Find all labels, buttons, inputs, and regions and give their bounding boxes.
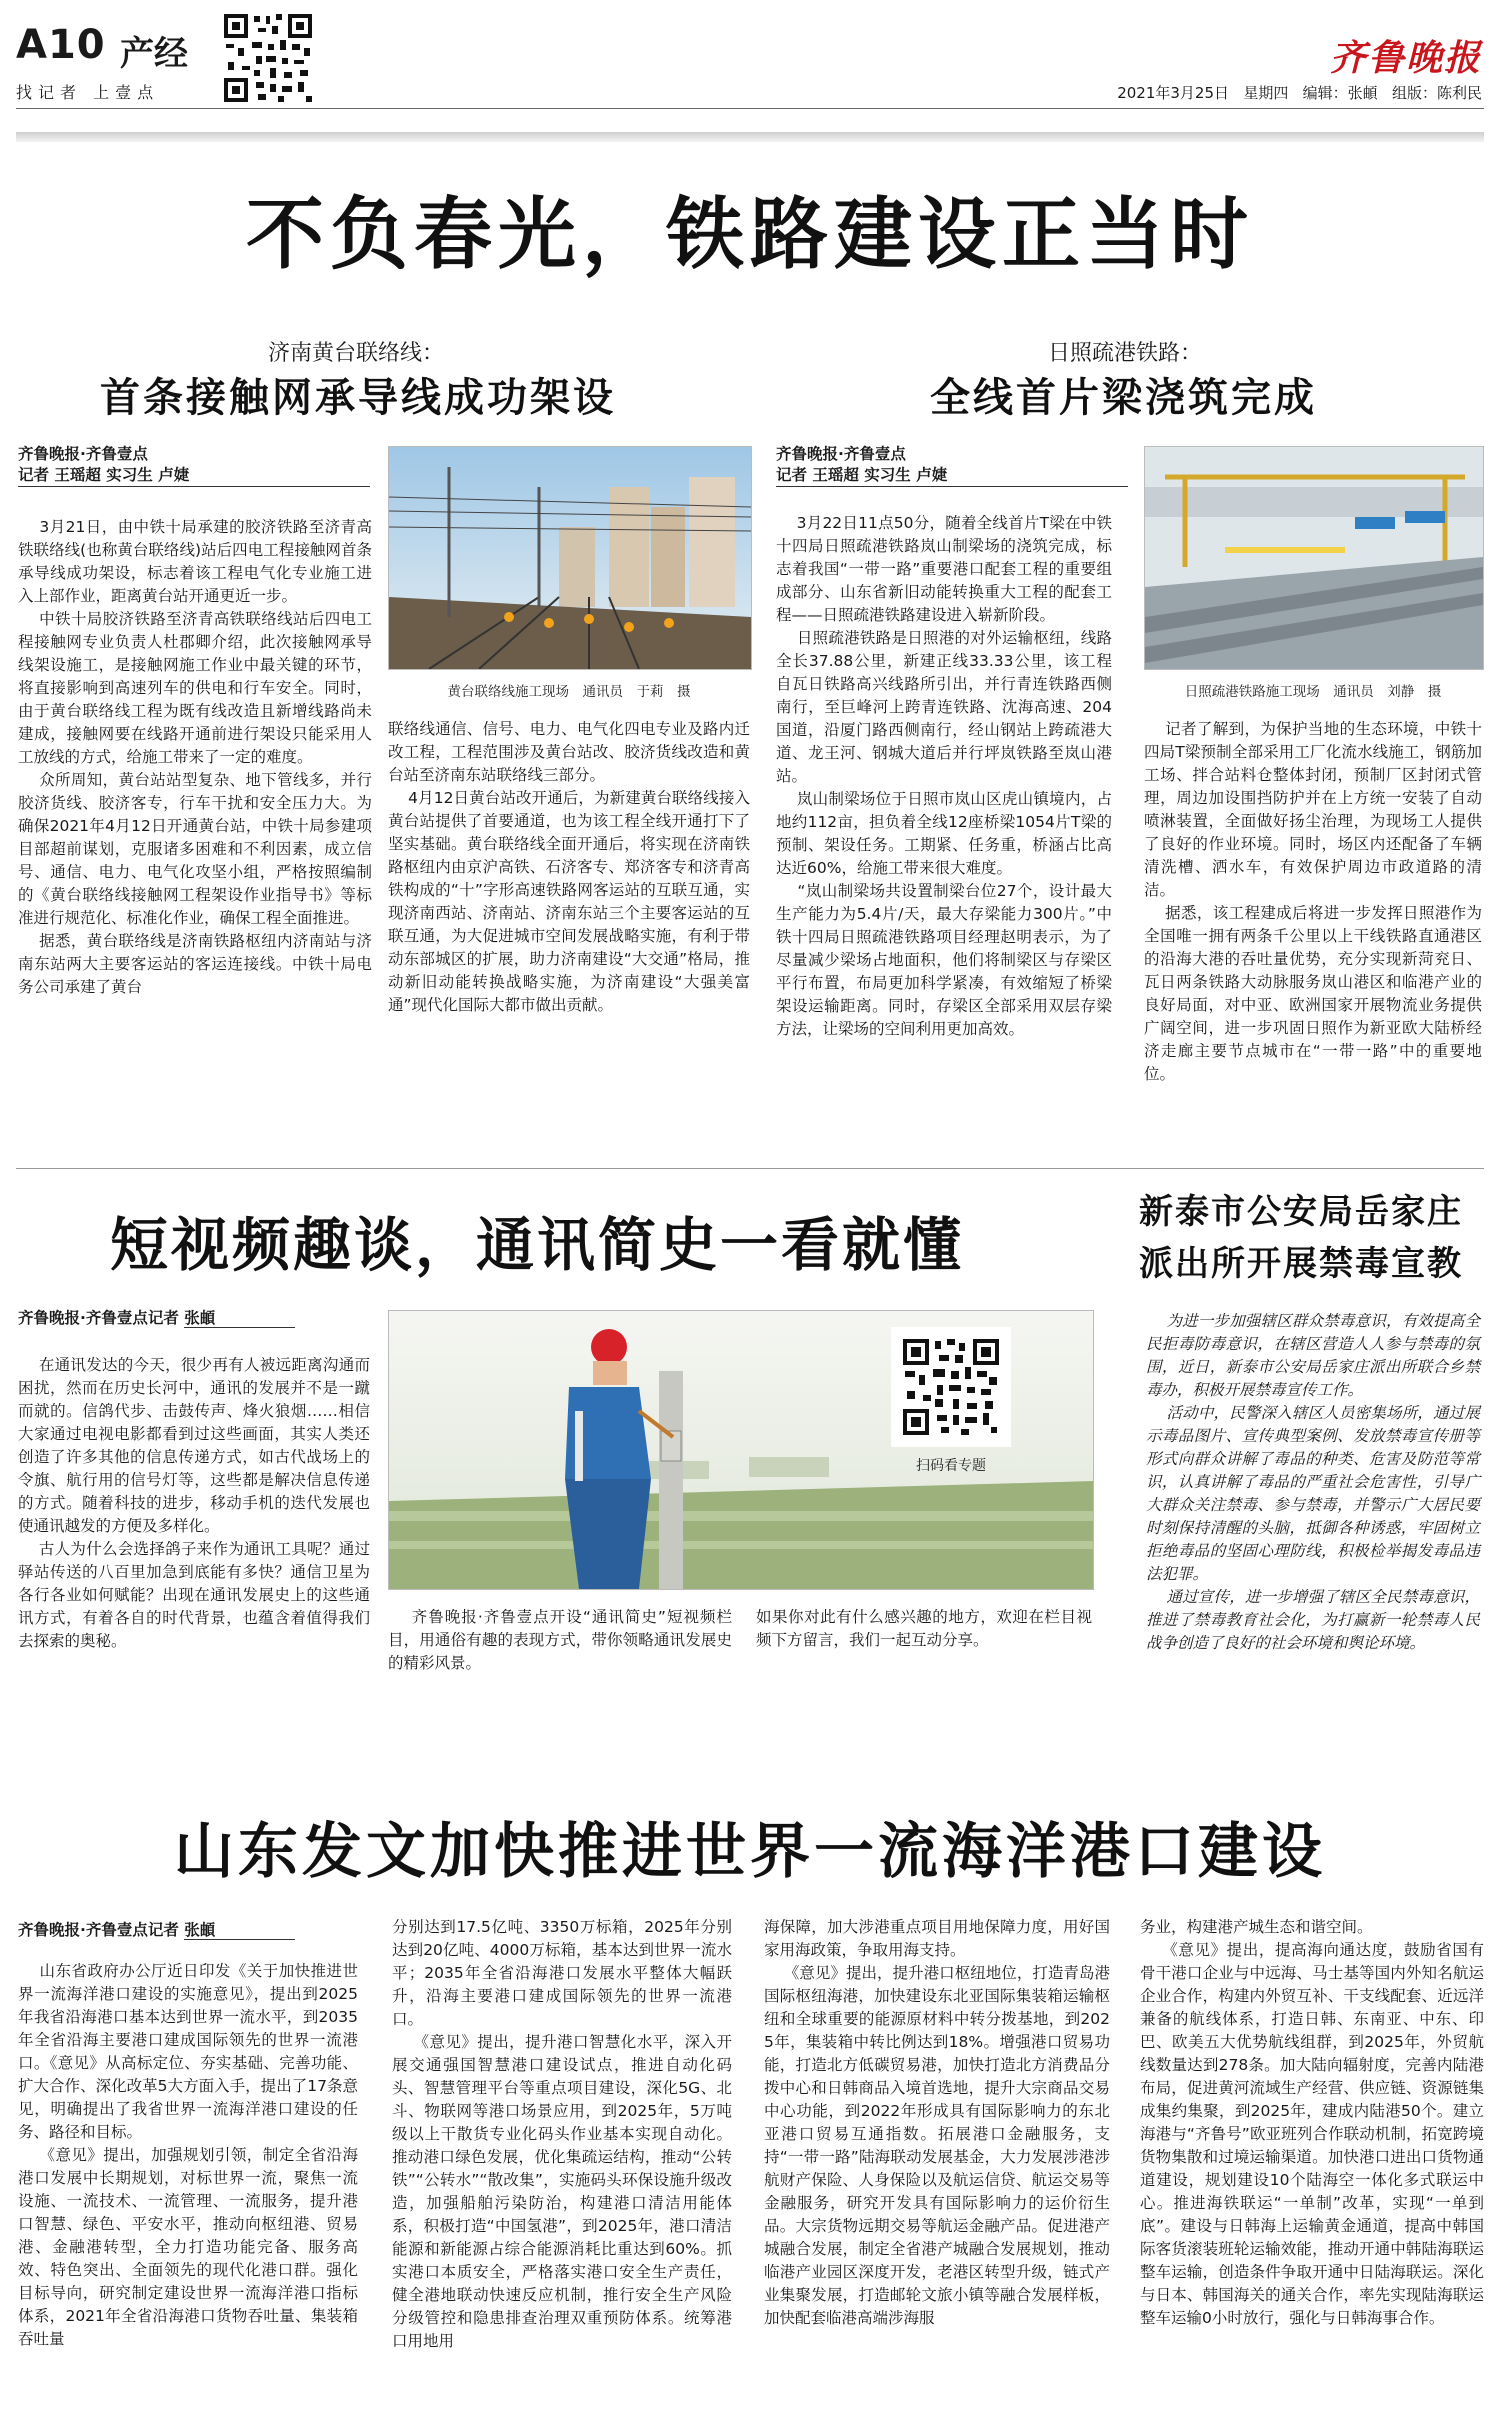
article5-body-col4: 务业，构建港产城生态和谐空间。 《意见》提出，提高海向通达度，鼓励省国有骨干港口企业与中远海、马士基等国内外知名航运企业合作，构建内外贸互补、干支线配套、近远洋兼备的航线体系，打造日韩、东南亚、中东、印巴、欧美五大优势航线组群，到2025年，外贸航线数量达到278条。加大陆向辐射度，完善内陆港布局，促进黄河流域生产经营、供应链、资源链集成集约集聚，到2025年，建成内陆港50个。建立海港与“齐鲁号”欧亚班列合作联动机制，拓宽跨境货物集散和过境运输渠道。加快港口进出口货物通道建设，规划建设10个陆海空一体化多式联运中心。推进海铁联运“一单制”改革，实现“一单到底”。建设与日韩海上运输黄金通道，提高中韩国际客货滚装班轮运输效能，推动开通中韩陆海联运整车运输，创造条件争取开通中日陆海联运。深化与日本、韩国海关的通关合作，率先实现陆海联运整车运输0小时放行，强化与日韩海事合作。: [1140, 1918, 1484, 2327]
issue-info: [1117, 82, 1482, 103]
masthead-rule: [16, 108, 1484, 109]
page-number: A10: [16, 22, 106, 68]
issue-date: 2021年3月25日: [1117, 84, 1230, 102]
byline-reporters: 记者 王瑶超 实习生 卢婕: [18, 465, 370, 487]
article2-photo: [1144, 446, 1484, 670]
section-name: 产经: [120, 34, 188, 74]
article1-kicker: 济南黄台联络线：: [268, 341, 445, 366]
paper-logo: 齐鲁晚报: [1329, 37, 1482, 79]
article1-photo: [388, 446, 752, 670]
article3-photo: [388, 1310, 1094, 1590]
editor-credit: 编辑：张頔: [1302, 84, 1378, 102]
byline-reporter: 张頔: [184, 1921, 295, 1940]
article5-body-col1: 山东省政府办公厅近日印发《关于加快推进世界一流海洋港口建设的实施意见》，提出到2025年我省沿海港口基本达到世界一流水平，到2035年全省沿海主要港口建成国际领先的世界一流港口。《意见》从高标定位、夯实基础、完善功能、扩大合作、深化改革5大方面入手，提出了17条意见，明确提出了我省世界一流海洋港口建设的任务、路径和目标。 《意见》提出，加强规划引领，制定全省沿海港口发展中长期规划，对标世界一流，聚焦一流设施、一流技术、一流管理、一流服务，提升港口智慧、绿色、平安水平，推动向枢纽港、贸易港、金融港转型，全力打造功能完备、服务高效、特色突出、全面领先的现代化港口群。强化目标导向，研究制定建设世界一流海洋港口指标体系，2021年全省沿海港口货物吞吐量、集装箱吞吐量: [18, 1962, 358, 2348]
article1-body-col1: 3月21日，由中铁十局承建的胶济铁路至济青高铁联络线(也称黄台联络线)站后四电工程接触网首条承导线成功架设，标志着该工程电气化专业施工进入上部作业，距离黄台站开通更近一步。 中铁十局胶济铁路至济青高铁联络线站后四电工程接触网专业负责人杜郡卿介绍，此次接触网承导线架设施工，是接触网施工作业中最关键的环节，将直接影响到高速列车的供电和行车安全。同时，由于黄台联络线工程为既有线改造且新增线路尚未建成，接触网要在线路开通前进行架设只能采用人工放线的方式，给施工带来了一定的难度。 众所周知，黄台站站型复杂、地下管线多，并行胶济货线、胶济客专，行车干扰和安全压力大。为确保2021年4月12日开通黄台站，中铁十局参建项目部超前谋划，克服诸多困难和不利因素，成立信号、通信、电力、电气化攻坚小组，严格按照编制的《黄台联络线接触网工程架设作业指导书》等标准进行规范化、标准化作业，确保工程全面推进。 据悉，黄台联络线是济南铁路枢纽内济南站与济南东站两大主要客运站的客运连接线。中铁十局电务公司承建了黄台: [18, 518, 372, 996]
qr-code-icon[interactable]: [222, 12, 314, 104]
article2-title: 全线首片梁浇筑完成: [930, 375, 1317, 421]
article1-byline: [18, 444, 370, 487]
slogan: 找记者 上壹点: [16, 83, 160, 102]
shadow-band: [16, 132, 1484, 142]
section-divider: [16, 1168, 1484, 1169]
article2-body-col1: 3月22日11点50分，随着全线首片T梁在中铁十四局日照疏港铁路岚山制梁场的浇筑完成，标志着我国“一带一路”重要港口配套工程的重要组成部分、山东省新旧动能转换重大工程的配套工程——日照疏港铁路建设进入崭新阶段。 日照疏港铁路是日照港的对外运输枢纽，线路全长37.88公里，新建正线33.33公里，该工程自瓦日铁路高兴线路所引出，并行青连铁路西侧南行，至巨峰河上跨青连铁路、沈海高速、204国道，沿厦门路西侧南行，经山钢站上跨疏港大道、龙王河、钢城大道后并行坪岚铁路至岚山港站。 岚山制梁场位于日照市岚山区虎山镇境内，占地约112亩，担负着全线12座桥梁1054片T梁的预制、架设任务。工期紧、任务重，桥涵占比高达近60%，给施工带来很大难度。 “岚山制梁场共设置制梁台位27个，设计最大生产能力为5.4片/天，最大存梁能力300片。”中铁十四局日照疏港铁路项目经理赵明表示，为了尽量减少梁场占地面积，他们将制梁区与存梁区平行布置，布局更加科学紧凑，有效缩短了桥梁架设运输距离。同时，存梁区全部采用双层存梁方法，让梁场的空间利用更加高效。: [776, 514, 1112, 1038]
article5-title: 山东发文加快推进世界一流海洋港口建设: [174, 1817, 1326, 1887]
byline-reporters: 记者 王瑶超 实习生 卢婕: [776, 465, 1128, 487]
masthead: [0, 0, 1500, 120]
article3-byline: [18, 1308, 368, 1329]
article5-byline: [18, 1920, 358, 1941]
article1-title: 首条接触网承导线成功架设: [100, 375, 616, 421]
issue-weekday: 星期四: [1243, 84, 1289, 102]
article3-title: 短视频趣谈，通讯简史一看就懂: [110, 1211, 965, 1279]
title-line2: 派出所开展禁毒宣教: [1139, 1244, 1463, 1284]
article3-body-col1: 在通讯发达的今天，很少再有人被远距离沟通而困扰，然而在历史长河中，通讯的发展并不是一蹴而就的。信鸽代步、击鼓传声、烽火狼烟……相信大家通过电视电影都看到过这些画面，其实人类还创造了许多其他的信息传递方式，如古代战场上的令旗、航行用的信号灯等，这些都是解决信息传递的方式。随着科技的进步，移动手机的迭代发展也使通讯越发的方便及多样化。 古人为什么会选择鸽子来作为通讯工具呢？通过驿站传送的八百里加急到底能有多快？通信卫星为各行各业如何赋能？出现在通讯发展史上的这些通讯方式，有着各自的时代背景，也蕴含着值得我们去探索的奥秘。: [18, 1356, 370, 1650]
article3-qr[interactable]: [891, 1327, 1011, 1447]
article2-byline: [776, 444, 1128, 487]
byline-org: 齐鲁晚报·齐鲁壹点: [776, 445, 906, 463]
byline-reporter: 张頔: [184, 1309, 295, 1328]
article1-photo-caption: 黄台联络线施工现场 通讯员 于莉 摄: [447, 684, 691, 700]
article3-body-col2: 齐鲁晚报·齐鲁壹点开设“通讯简史”短视频栏目，用通俗有趣的表现方式，带你领略通讯发展史的精彩风景。: [388, 1608, 732, 1672]
article5-body-col2: 分别达到17.5亿吨、3350万标箱，2025年分别达到20亿吨、4000万标箱，基本达到世界一流水平；2035年全省沿海港口发展水平整体大幅跃升，沿海主要港口建成国际领先的世界一流港口。 《意见》提出，提升港口智慧化水平，深入开展交通强国智慧港口建设试点，推进自动化码头、智慧管理平台等重点项目建设，深化5G、北斗、物联网等港口场景应用，到2025年，5万吨级以上干散货专业化码头作业基本实现自动化。推动港口绿色发展，优化集疏运结构，推动“公转铁”“公转水”“散改集”，实施码头环保设施升级改造，加强船舶污染防治，构建港口清洁用能体系，积极打造“中国氢港”，到2025年，港口清洁能源和新能源占综合能源消耗比重达到60%。抓实港口本质安全，严格落实港口安全生产责任，健全港地联动快速反应机制，推行安全生产风险分级管控和隐患排查治理双重预防体系。统筹港口用地用: [392, 1918, 732, 2350]
byline-org: 齐鲁晚报·齐鲁壹点记者: [18, 1921, 179, 1939]
article1-body-col2: 联络线通信、信号、电力、电气化四电专业及路内迁改工程，工程范围涉及黄台站改、胶济货线改造和黄台站至济南东站联络线三部分。 4月12日黄台站改开通后，为新建黄台联络线接入黄台站提供了首要通道，也为该工程全线开通打下了坚实基础。黄台联络线全面开通后，将实现在济南铁路枢纽内由京沪高铁、石济客专、郑济客专和济青高铁构成的“十”字形高速铁路网客运站的互联互通，实现济南西站、济南站、济南东站三个主要客运站的互联互通，为大促进城市空间发展战略实施，有利于带动东部城区的扩展，助力济南建设“大交通”格局，推动新旧动能转换战略实施，为济南建设“大强美富通”现代化国际大都市做出贡献。: [388, 720, 750, 1014]
article4-title: [1112, 1186, 1490, 1290]
layout-credit: 组版：陈利民: [1391, 84, 1482, 102]
qr-label: 扫码看专题: [916, 1458, 986, 1474]
article2-body-col2: 记者了解到，为保护当地的生态环境，中铁十四局T梁预制全部采用工厂化流水线施工，钢筋加工场、拌合站料仓整体封闭，预制厂区封闭式管理，周边加设围挡防护并在上方统一安装了自动喷淋装置，全面做好扬尘治理，为现场工人提供了良好的作业环境。同时，场区内还配备了车辆清洗槽、洒水车，有效保护周边市政道路的清洁。 据悉，该工程建成后将进一步发挥日照港作为全国唯一拥有两条千公里以上干线铁路直通港区的沿海大港的吞吐量优势，充分实现新菏兖日、瓦日两条铁路大动脉服务岚山港区和临港产业的良好局面，对中亚、欧洲国家开展物流业务提供广阔空间，进一步巩固日照作为新亚欧大陆桥经济走廊主要节点城市在“一带一路”中的重要地位。: [1144, 720, 1482, 1083]
article3-body-col3: 如果你对此有什么感兴趣的地方，欢迎在栏目视频下方留言，我们一起互动分享。: [756, 1608, 1092, 1649]
byline-org: 齐鲁晚报·齐鲁壹点记者: [18, 1309, 179, 1327]
article2-kicker: 日照疏港铁路：: [1048, 341, 1203, 366]
article2-photo-caption: 日照疏港铁路施工现场 通讯员 刘静 摄: [1184, 684, 1442, 700]
byline-org: 齐鲁晚报·齐鲁壹点: [18, 445, 148, 463]
article4-body: 为进一步加强辖区群众禁毒意识，有效提高全民拒毒防毒意识，在辖区营造人人参与禁毒的氛围，近日，新泰市公安局岳家庄派出所联合乡禁毒办，积极开展禁毒宣传工作。 活动中，民警深入辖区人员密集场所，通过展示毒品图片、宣传典型案例、发放禁毒宣传册等形式向群众讲解了毒品的种类、危害及防范等常识，认真讲解了毒品的严重社会危害性，引导广大群众关注禁毒、参与禁毒，并警示广大居民要时刻保持清醒的头脑，抵御各种诱惑，牢固树立拒绝毒品的坚固心理防线，积极检举揭发毒品违法犯罪。 通过宣传，进一步增强了辖区全民禁毒意识，推进了禁毒教育社会化，为打赢新一轮禁毒人民战争创造了良好的社会环境和舆论环境。: [1146, 1312, 1480, 1652]
main-title: 不负春光，铁路建设正当时: [245, 190, 1254, 280]
article5-body-col3: 海保障，加大涉港重点项目用地保障力度，用好国家用海政策，争取用海支持。 《意见》提出，提升港口枢纽地位，打造青岛港国际枢纽海港，加快建设东北亚国际集装箱运输枢纽和全球重要的能源原材料中转分拨基地，到2025年，集装箱中转比例达到18%。增强港口贸易功能，打造北方低碳贸易港，加快打造北方消费品分拨中心和日韩商品入境首选地，提升大宗商品交易中心功能，到2022年形成具有国际影响力的东北亚港口贸易互通指数。拓展港口金融服务，支持“一带一路”陆海联动发展基金，大力发展涉港涉航财产保险、人身保险以及航运信贷、航运交易等金融服务，研究开发具有国际影响力的运价衍生品。大宗货物远期交易等航运金融产品。促进港产城融合发展，制定全省港产城融合发展规划，推动临港产业园区深度开发，老港区转型升级，链式产业集聚发展，打造邮轮文旅小镇等融合发展样板，加快配套临港高端涉海服: [764, 1918, 1110, 2327]
title-line1: 新泰市公安局岳家庄: [1139, 1192, 1463, 1232]
